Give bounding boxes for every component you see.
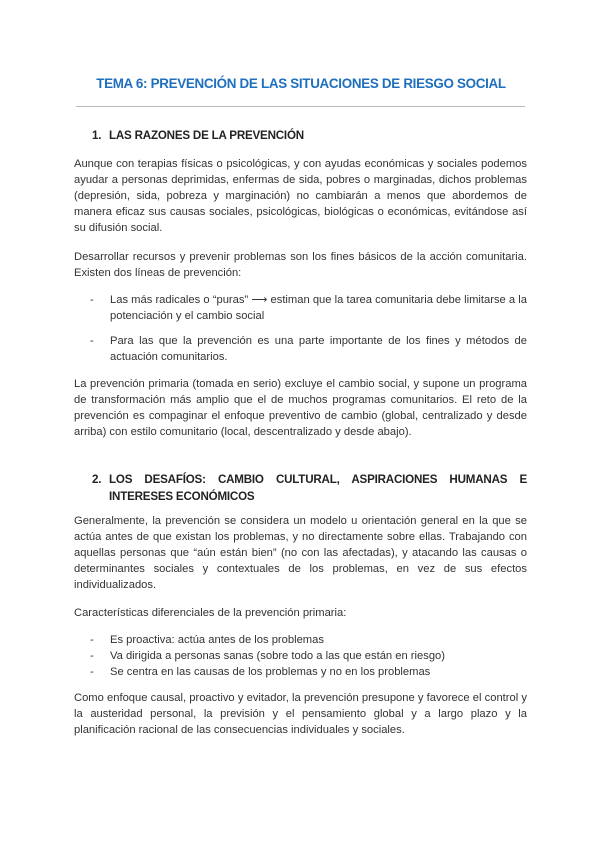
- section-1-paragraph-2: Desarrollar recursos y prevenir problemas son los fines básicos de la acción comunitaria. Existen dos líneas de prevención:: [74, 251, 527, 280]
- bullet-dash: -: [90, 335, 94, 348]
- section-2-heading: [92, 471, 527, 505]
- section-2-bullet-list: [74, 632, 527, 680]
- list-item: [74, 632, 527, 648]
- list-item: [74, 292, 527, 324]
- section-2-paragraph-2: Características diferenciales de la prevención primaria:: [74, 607, 347, 619]
- list-item: [74, 648, 527, 664]
- section-2-paragraph-3: Como enfoque causal, proactivo y evitador, la prevención presupone y favorece el control y la austeridad personal, la previsión y el pensamiento global y a largo plazo y la planificación racional de las consecuencias individuales y sociales.: [74, 692, 527, 737]
- title-divider: [76, 106, 525, 107]
- list-item: [74, 664, 527, 680]
- section-1-bullet-list: [74, 292, 527, 365]
- section-1-number: 1.: [92, 129, 102, 142]
- section-2-paragraph-1: Generalmente, la prevención se considera un modelo u orientación general en la que se actúa antes de que existan los problemas, y no directamente sobre ellas. Trabajando con aquellas personas que “aún están bien” (no con las afectadas), y atacando las causas o determinantes sociales y contextuales de los problemas, en vez de sus efectos individualizados.: [74, 515, 527, 592]
- list-item: [74, 333, 527, 365]
- bullet-dash: -: [90, 650, 94, 663]
- bullet-dash: -: [90, 294, 94, 306]
- list-item-text: Las más radicales o “puras” ⟶ estiman que la tarea comunitaria debe limitarse a la potenciación y el cambio social: [110, 294, 527, 323]
- list-item-text: Va dirigida a personas sanas (sobre todo a las que están en riesgo): [110, 650, 446, 663]
- bullet-dash: -: [90, 634, 94, 646]
- section-1-paragraph-1: Aunque con terapias físicas o psicológicas, y con ayudas económicas y sociales podemos ayudar a personas deprimidas, enfermas de sida, pobres o marginadas, dichos problemas (depresión, sida, pobreza y marginación) no cambiarán a menos que abordemos de manera eficaz sus causas sociales, psicológicas, biológicas o económicas, evitándose así su difusión social.: [74, 158, 527, 235]
- section-1-paragraph-3: La prevención primaria (tomada en serio) excluye el cambio social, y supone un programa de transformación más amplio que el de muchos programas comunitarios. El reto de la prevención es compaginar el enfoque preventivo de cambio (global, centralizado y desde arriba) con estilo comunitario (local, descentralizado y desde abajo).: [74, 378, 527, 439]
- list-item-text: Para las que la prevención es una parte importante de los fines y métodos de actuación comunitarios.: [110, 335, 527, 364]
- section-2-number: 2.: [92, 473, 102, 486]
- section-1-title: LAS RAZONES DE LA PREVENCIÓN: [109, 129, 304, 142]
- bullet-dash: -: [90, 666, 94, 679]
- list-item-text: Se centra en las causas de los problemas y no en los problemas: [110, 666, 431, 679]
- section-2-title: LOS DESAFÍOS: CAMBIO CULTURAL, ASPIRACIONES HUMANAS E INTERESES ECONÓMICOS: [109, 473, 527, 503]
- page-title: TEMA 6: PREVENCIÓN DE LAS SITUACIONES DE RIESGO SOCIAL: [96, 76, 506, 91]
- section-1-heading: [92, 129, 304, 142]
- list-item-text: Es proactiva: actúa antes de los problemas: [110, 634, 324, 646]
